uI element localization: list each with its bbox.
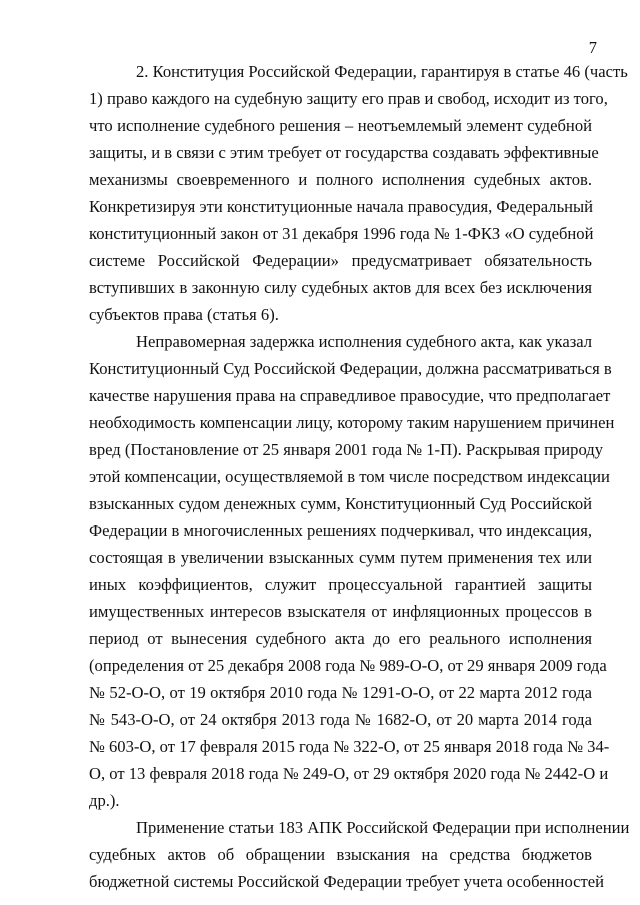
paragraph-constitution — [89, 58, 628, 328]
text-line: этой компенсации, осуществляемой в том числе посредством индексации — [89, 467, 610, 486]
text-line: Применение статьи 183 АПК Российской Федерации при исполнении — [136, 818, 630, 837]
text-line: 1) право каждого на судебную защиту его прав и свобод, исходит из того, — [89, 89, 608, 108]
text-line: что исполнение судебного решения – неотъемлемый элемент судебной — [89, 116, 592, 135]
text-line: 2. Конституция Российской Федерации, гарантируя в статье 46 (часть — [136, 62, 628, 81]
text-line: бюджетной системы Российской Федерации требует учета особенностей — [89, 872, 605, 891]
page-number: 7 — [588, 38, 597, 57]
text-line: взысканных судом денежных сумм, Конституционный Суд Российской — [89, 494, 592, 513]
text-line: № 52-О-О, от 19 октября 2010 года № 1291-О-О, от 22 марта 2012 года — [89, 683, 592, 702]
text-line: № 543-О-О, от 24 октября 2013 года № 1682-О, от 20 марта 2014 года — [89, 710, 592, 729]
text-line: вступивших в законную силу судебных актов для всех без исключения — [89, 278, 592, 297]
text-line: имущественных интересов взыскателя от инфляционных процессов в — [89, 602, 592, 621]
text-line: состоящая в увеличении взысканных сумм путем применения тех или — [89, 548, 592, 567]
text-line: период от вынесения судебного акта до его реального исполнения — [89, 629, 592, 648]
text-line: системе Российской Федерации» предусматривает обязательность — [89, 251, 592, 270]
text-line: вред (Постановление от 25 января 2001 года № 1-П). Раскрывая природу — [89, 440, 604, 459]
text-line: Конкретизируя эти конституционные начала правосудия, Федеральный — [89, 197, 594, 216]
text-line: судебных актов об обращении взыскания на средства бюджетов — [89, 845, 592, 864]
text-line: качестве нарушения права на справедливое правосудие, что предполагает — [89, 386, 611, 405]
text-line: субъектов права (статья 6). — [89, 305, 279, 324]
text-line: Конституционный Суд Российской Федерации, должна рассматриваться в — [89, 359, 612, 378]
paragraph-delay-compensation — [89, 328, 615, 814]
document-body — [89, 58, 630, 895]
text-line: механизмы своевременного и полного исполнения судебных актов. — [89, 170, 592, 189]
text-line: др.). — [89, 791, 120, 810]
text-line: О, от 13 февраля 2018 года № 249-О, от 29 октября 2020 года № 2442-О и — [89, 764, 609, 783]
paragraph-article-183 — [89, 814, 630, 895]
text-line: конституционный закон от 31 декабря 1996 года № 1-ФКЗ «О судебной — [89, 224, 594, 243]
text-line: (определения от 25 декабря 2008 года № 989-О-О, от 29 января 2009 года — [89, 656, 607, 675]
text-line: Неправомерная задержка исполнения судебного акта, как указал — [136, 332, 593, 351]
text-line: иных коэффициентов, служит процессуальной гарантией защиты — [89, 575, 592, 594]
text-line: № 603-О, от 17 февраля 2015 года № 322-О, от 25 января 2018 года № 34- — [89, 737, 610, 756]
text-line: необходимость компенсации лицу, которому таким нарушением причинен — [89, 413, 615, 432]
text-line: защиты, и в связи с этим требует от государства создавать эффективные — [89, 143, 599, 162]
text-line: Федерации в многочисленных решениях подчеркивал, что индексация, — [89, 521, 592, 540]
